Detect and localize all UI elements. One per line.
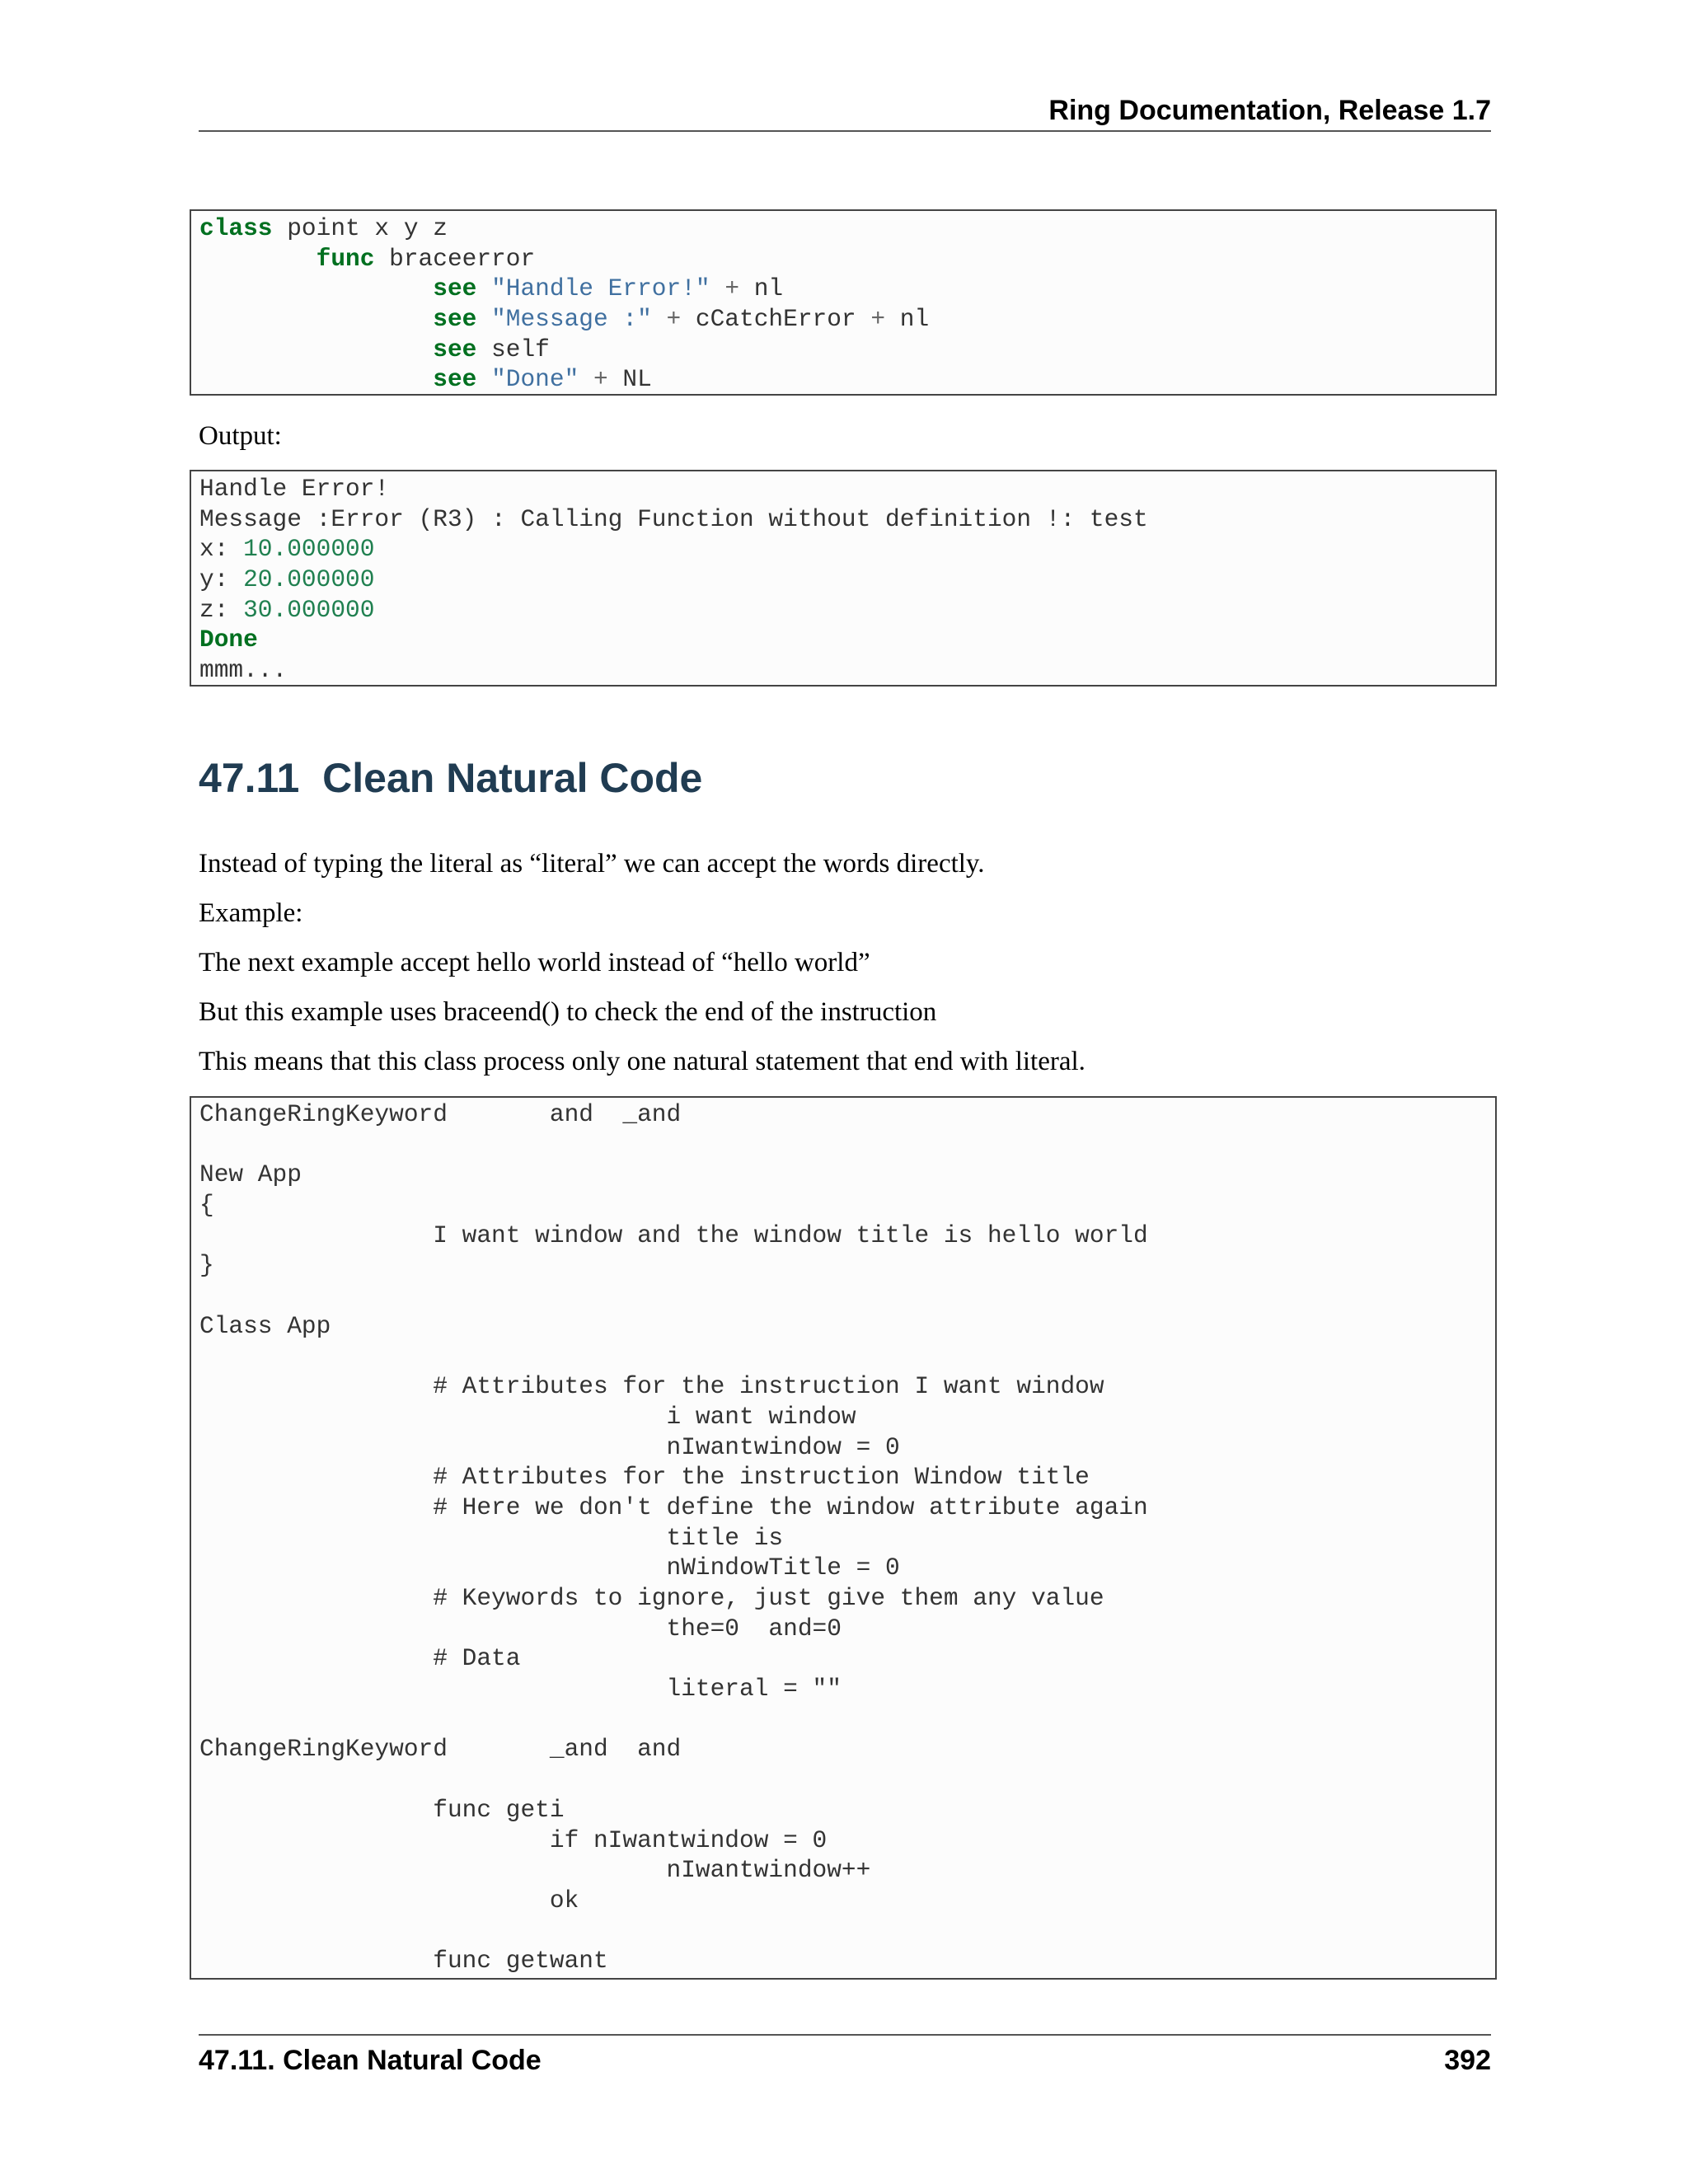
code-line bbox=[199, 1946, 1495, 1976]
code-token bbox=[199, 245, 316, 273]
code-token: func geti bbox=[199, 1795, 565, 1824]
code-token: see bbox=[433, 365, 477, 394]
code-block-output bbox=[190, 470, 1497, 687]
code-line bbox=[199, 1160, 1495, 1190]
code-line bbox=[199, 1643, 1495, 1674]
code-token: class bbox=[199, 214, 273, 242]
code-token: nl bbox=[885, 305, 930, 334]
code-token: ChangeRingKeyword _and and bbox=[199, 1735, 682, 1764]
code-token: NL bbox=[607, 365, 652, 394]
code-token: ok bbox=[199, 1886, 579, 1915]
code-line bbox=[199, 1855, 1495, 1886]
header-title: Ring Documentation, Release 1.7 bbox=[1048, 95, 1491, 126]
code-token: i want window bbox=[199, 1402, 856, 1431]
footer-section: 47.11. Clean Natural Code bbox=[199, 2045, 542, 2076]
code-line bbox=[199, 504, 1495, 535]
code-line bbox=[199, 1190, 1495, 1221]
code-line bbox=[199, 1614, 1495, 1644]
code-line bbox=[199, 1402, 1495, 1432]
section-title: 47.11 Clean Natural Code bbox=[199, 755, 703, 801]
code-line bbox=[199, 474, 1495, 504]
code-line bbox=[199, 335, 1495, 365]
code-token: nWindowTitle = 0 bbox=[199, 1554, 900, 1582]
code-token: self bbox=[476, 335, 550, 363]
code-token: "Message :" bbox=[491, 305, 652, 334]
code-token bbox=[476, 274, 491, 302]
code-token: nl bbox=[739, 274, 784, 303]
code-line bbox=[199, 1886, 1495, 1916]
code-token: z: bbox=[199, 595, 244, 624]
code-line bbox=[199, 1371, 1495, 1402]
code-token: Done bbox=[199, 626, 258, 654]
code-token bbox=[199, 335, 433, 363]
code-block-natural-code bbox=[190, 1096, 1497, 1980]
paragraph: The next example accept hello world instead of “hello world” bbox=[199, 948, 870, 977]
code-token: 20.000000 bbox=[243, 565, 375, 594]
code-line bbox=[199, 1281, 1495, 1311]
code-line bbox=[199, 1221, 1495, 1251]
code-token: # Attributes for the instruction I want window bbox=[199, 1372, 1104, 1401]
code-line bbox=[199, 1311, 1495, 1342]
paragraph: Instead of typing the literal as “literal” we can accept the words directly. bbox=[199, 849, 985, 879]
paragraph: Example: bbox=[199, 898, 303, 928]
page-header bbox=[199, 92, 1491, 132]
code-token: # Data bbox=[199, 1644, 521, 1673]
code-line bbox=[199, 274, 1495, 304]
code-line bbox=[199, 1795, 1495, 1825]
code-token: 10.000000 bbox=[243, 535, 375, 564]
code-token: Message :Error (R3) : Calling Function without definition !: test bbox=[199, 504, 1148, 533]
code-line bbox=[199, 1432, 1495, 1463]
code-line bbox=[199, 364, 1495, 395]
code-token bbox=[199, 274, 433, 302]
code-token: "Handle Error!" bbox=[491, 274, 710, 303]
code-line bbox=[199, 1825, 1495, 1856]
code-line bbox=[199, 625, 1495, 655]
code-token: mmm... bbox=[199, 656, 288, 685]
code-token: New App bbox=[199, 1160, 302, 1189]
code-line bbox=[199, 1342, 1495, 1372]
code-token: braceerror bbox=[374, 244, 536, 273]
code-token: y: bbox=[199, 565, 244, 594]
code-token: ChangeRingKeyword and _and bbox=[199, 1100, 682, 1128]
code-token: + bbox=[593, 365, 608, 394]
code-line bbox=[199, 1704, 1495, 1735]
code-token: + bbox=[870, 305, 886, 334]
code-token: point x y z bbox=[272, 214, 448, 242]
code-token: if nIwantwindow = 0 bbox=[199, 1825, 828, 1854]
code-block-braceerror bbox=[190, 209, 1497, 396]
code-token: 30.000000 bbox=[243, 595, 375, 624]
code-token: I want window and the window title is hello world bbox=[199, 1221, 1148, 1249]
code-line bbox=[199, 1765, 1495, 1795]
code-line bbox=[199, 1674, 1495, 1704]
code-line bbox=[199, 244, 1495, 274]
code-line bbox=[199, 1583, 1495, 1614]
code-token: } bbox=[199, 1251, 214, 1280]
code-token bbox=[652, 305, 667, 333]
code-line bbox=[199, 1523, 1495, 1554]
code-token: the=0 and=0 bbox=[199, 1614, 842, 1643]
code-line bbox=[199, 1250, 1495, 1281]
code-token: title is bbox=[199, 1523, 784, 1552]
code-line bbox=[199, 595, 1495, 626]
code-token: see bbox=[433, 305, 477, 334]
code-token: see bbox=[433, 335, 477, 363]
code-token: Class App bbox=[199, 1311, 331, 1340]
code-token: # Keywords to ignore, just give them any value bbox=[199, 1584, 1104, 1612]
code-line bbox=[199, 1734, 1495, 1765]
code-token: + bbox=[724, 274, 740, 303]
code-token bbox=[476, 365, 491, 393]
code-token: func getwant bbox=[199, 1947, 608, 1975]
code-token bbox=[199, 365, 433, 393]
code-line bbox=[199, 1462, 1495, 1493]
paragraph: This means that this class process only one natural statement that end with literal. bbox=[199, 1047, 1085, 1076]
code-token: # Here we don't define the window attribute again bbox=[199, 1493, 1148, 1521]
paragraph: But this example uses braceend() to check the end of the instruction bbox=[199, 997, 937, 1027]
code-token: literal = "" bbox=[199, 1675, 842, 1704]
code-line bbox=[199, 1493, 1495, 1523]
code-line bbox=[199, 1916, 1495, 1947]
footer-page-number: 392 bbox=[1444, 2045, 1491, 2076]
page-footer bbox=[199, 2034, 1491, 2085]
code-token: x: bbox=[199, 535, 244, 564]
code-token bbox=[710, 274, 725, 302]
code-token: see bbox=[433, 274, 477, 303]
code-line bbox=[199, 1099, 1495, 1130]
code-token: nIwantwindow++ bbox=[199, 1856, 871, 1885]
code-line bbox=[199, 565, 1495, 595]
code-token: "Done" bbox=[491, 365, 579, 394]
code-token: Handle Error! bbox=[199, 475, 390, 503]
code-line bbox=[199, 655, 1495, 686]
code-line bbox=[199, 1130, 1495, 1160]
code-token: func bbox=[316, 244, 375, 273]
code-token: cCatchError bbox=[681, 305, 871, 334]
code-token bbox=[579, 365, 593, 393]
code-token: + bbox=[666, 305, 682, 334]
code-token bbox=[199, 305, 433, 333]
code-token: { bbox=[199, 1191, 214, 1220]
code-line bbox=[199, 213, 1495, 244]
code-token bbox=[476, 305, 491, 333]
output-label: Output: bbox=[199, 421, 282, 451]
code-line bbox=[199, 534, 1495, 565]
code-line bbox=[199, 304, 1495, 335]
code-line bbox=[199, 1553, 1495, 1583]
code-token: nIwantwindow = 0 bbox=[199, 1432, 900, 1461]
code-token: # Attributes for the instruction Window title bbox=[199, 1463, 1090, 1492]
